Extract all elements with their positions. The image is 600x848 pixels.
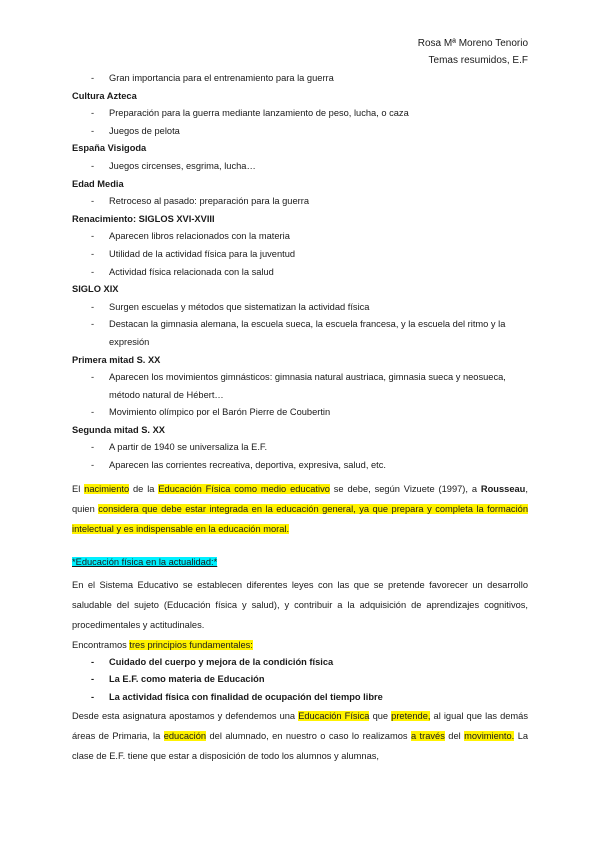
dash-bullet-icon: - (91, 196, 95, 207)
section-title-row (72, 553, 528, 571)
section-heading: Segunda mitad S. XX (72, 424, 165, 435)
list-item-text: Aparecen las corrientes recreativa, deportiva, expresiva, salud, etc. (109, 460, 386, 471)
list-item-text: Gran importancia para el entrenamiento para la guerra (109, 73, 334, 83)
highlight: educación (163, 731, 207, 742)
principles-lead (72, 636, 528, 654)
list-item-text: Surgen escuelas y métodos que sistematizan la actividad física (109, 301, 370, 312)
author-reference: Rousseau (480, 483, 526, 494)
dash-bullet-icon: - (91, 108, 95, 119)
section-heading: Primera mitad S. XX (72, 354, 161, 365)
principle-text: La E.F. como materia de Educación (109, 674, 265, 685)
text-run: El (72, 483, 81, 494)
list-item-text: Aparecen libros relacionados con la materia (109, 231, 290, 242)
dash-bullet-icon: - (91, 301, 95, 312)
list-item (72, 369, 528, 404)
list-item (72, 299, 528, 317)
highlight: considera que debe estar integrada en la educación general, ya que prepara y completa la formación intelectual y es indispensable en la educación moral. (72, 503, 528, 534)
text-run: del (448, 731, 461, 742)
section-heading: Cultura Azteca (72, 90, 137, 101)
closing-paragraph (72, 706, 528, 766)
dash-bullet-icon: - (91, 691, 95, 702)
dash-bullet-icon: - (91, 125, 95, 136)
text-run: de la (133, 483, 155, 494)
highlight: Educación Física (298, 711, 370, 722)
text-run: La clase de E.F. tiene que estar a disposición de todo los alumnos y alumnas, (72, 731, 529, 762)
dash-bullet-icon: - (91, 372, 95, 383)
dash-bullet-icon: - (91, 231, 95, 242)
list-item-text: Actividad física relacionada con la salud (109, 266, 274, 277)
section-heading: SIGLO XIX (72, 284, 119, 295)
principle-text: La actividad física con finalidad de ocupación del tiempo libre (109, 691, 383, 702)
dash-bullet-icon: - (91, 266, 95, 277)
highlight: pretende, (391, 711, 431, 722)
page-header (418, 35, 528, 69)
list-item (72, 457, 528, 475)
text-run: Encontramos (72, 639, 127, 650)
list-item (72, 316, 528, 351)
highlight: movimiento. (464, 731, 515, 742)
dash-bullet-icon: - (91, 460, 95, 471)
author-name: Rosa Mª Moreno Tenorio (417, 38, 528, 49)
list-item-text: Juegos circenses, esgrima, lucha… (109, 160, 256, 171)
list-item-text: Utilidad de la actividad física para la juventud (109, 248, 296, 259)
list-item (72, 228, 528, 246)
section-heading: Edad Media (72, 178, 124, 189)
text-run: se debe, según Vizuete (1997), a (333, 483, 478, 494)
highlight: Educación Física como medio educativo (158, 483, 330, 494)
dash-bullet-icon: - (91, 674, 95, 685)
rousseau-paragraph (72, 479, 528, 539)
dash-bullet-icon: - (91, 73, 95, 83)
list-item (72, 193, 528, 211)
text-run: del alumnado, en nuestro o caso lo realizamos (209, 731, 408, 742)
history-section (72, 70, 528, 475)
highlight: tres principios fundamentales: (129, 639, 253, 650)
list-item (72, 123, 528, 141)
list-item (72, 404, 528, 422)
list-item-text: Retroceso al pasado: preparación para la guerra (109, 196, 310, 207)
principle-item (72, 654, 528, 672)
list-item-text: Movimiento olímpico por el Barón Pierre de Coubertin (109, 407, 331, 418)
highlight: nacimiento (84, 483, 130, 494)
text-run: al igual que las demás áreas de Primaria, la (72, 711, 528, 742)
list-item-text: Juegos de pelota (109, 125, 180, 136)
document-body (72, 70, 528, 766)
section-heading: Renacimiento: SIGLOS XVI-XVIII (72, 213, 215, 224)
section-title: *Educación física en la actualidad:* (72, 556, 218, 567)
text-run: , quien (72, 483, 528, 514)
text-run: Desde esta asignatura apostamos y defendemos una (72, 711, 296, 722)
dash-bullet-icon: - (91, 407, 95, 418)
list-item (72, 439, 528, 457)
section-heading: España Visigoda (72, 143, 147, 154)
dash-bullet-icon: - (91, 319, 95, 330)
dash-bullet-icon: - (91, 160, 95, 171)
dash-bullet-icon: - (91, 442, 95, 453)
intro-paragraph: En el Sistema Educativo se establecen diferentes leyes con las que se pretende favorecer un desarrollo saludable del sujeto (Educación física y salud), y contribuir a la adquisición de aprendizajes cognitivos, procedimentales y actitudinales. (72, 579, 528, 630)
principle-item (72, 689, 528, 707)
principle-item (72, 671, 528, 689)
list-item-text: A partir de 1940 se universaliza la E.F. (109, 442, 268, 453)
text-run: que (372, 711, 389, 722)
list-item-text: Aparecen los movimientos gimnásticos: gimnasia natural austriaca, gimnasia sueca y neosueca, método natural de Hébert… (109, 372, 506, 400)
list-item (72, 246, 528, 264)
principle-text: Cuidado del cuerpo y mejora de la condición física (109, 656, 334, 667)
list-item-text: Preparación para la guerra mediante lanzamiento de peso, lucha, o caza (109, 108, 409, 119)
dash-bullet-icon: - (91, 248, 95, 259)
list-item (72, 158, 528, 176)
document-subtitle: Temas resumidos, E.F (428, 55, 528, 66)
spacer (72, 539, 528, 549)
principles-list (72, 654, 528, 707)
list-item (72, 70, 528, 88)
list-item (72, 264, 528, 282)
dash-bullet-icon: - (91, 656, 95, 667)
list-item (72, 105, 528, 123)
list-item-text: Destacan la gimnasia alemana, la escuela sueca, la escuela francesa, y la escuela del ritmo y la expresión (109, 319, 506, 347)
highlight: a través (410, 731, 445, 742)
